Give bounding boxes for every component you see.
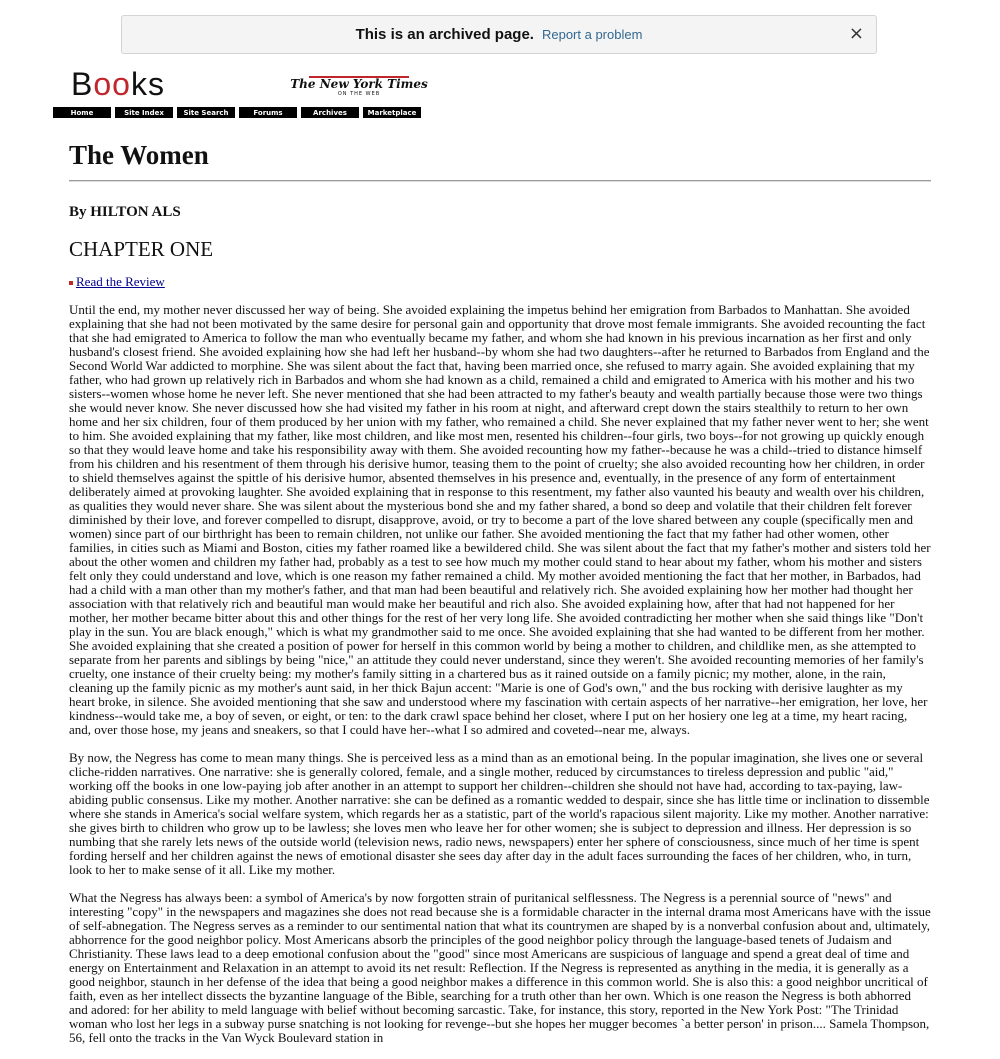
close-icon[interactable]: ×	[848, 23, 864, 44]
nav-site-index-button[interactable]: Site Index	[115, 107, 173, 118]
article	[69, 138, 931, 1059]
nyt-logo[interactable]	[290, 76, 428, 98]
books-logo-ring-2: o	[112, 66, 131, 102]
byline: By HILTON ALS	[69, 204, 181, 220]
nav-bar	[53, 107, 425, 118]
paragraph-2: By now, the Negress has come to mean many things. She is perceived less as a mind than as an emotional being. In the popular imagination, she lives one or several cliche-ridden narratives. One narrative: she is generally colored, female, and a single mother, reduced by circumstances to tireless depression and public "aid," working off the books in one low-paying job after another in an attempt to support her children--children she should not have had, according to tax-paying, law-abiding public consensus. Like my mother. Another narrative: she can be defined as a romantic wedded to despair, since she has little time or inclination to dissemble where she stands in America's social welfare system, which regards her as a statistic, part of the world's rapacious silent majority. Like my mother. Another narrative: she gives birth to children who grow up to be lawless; she loves men who leave her for other women; she is subject to depression and illness. Her depression is so numbing that she rarely lets news of the outside world (television news, radio news, newspapers) enter her sphere of consciousness, since much of her time is spent fording herself and her children against the news of emotional disaster she sees day after day in the adult faces surrounding the faces of her children, who, in turn, look to her to make sense of it all. Like my mother.	[69, 750, 930, 877]
nav-home-button[interactable]: Home	[53, 107, 111, 118]
read-review-link[interactable]: Read the Review	[76, 274, 165, 289]
archived-banner	[121, 15, 877, 54]
nav-forums-button[interactable]: Forums	[239, 107, 297, 118]
books-logo-ring-1: o	[93, 66, 113, 102]
title-divider	[69, 180, 931, 182]
nav-site-search-button[interactable]: Site Search	[177, 107, 235, 118]
books-logo[interactable]	[71, 66, 165, 103]
archived-message: This is an archived page.	[355, 26, 534, 43]
bullet-icon	[69, 281, 73, 285]
books-logo-letter-b: B	[71, 66, 94, 102]
page-title: The Women	[69, 140, 209, 170]
report-problem-link[interactable]: Report a problem	[541, 27, 643, 42]
paragraph-3: What the Negress has always been: a symbol of America's by now forgotten strain of puritanical selflessness. The Negress is a perennial source of "news" and interesting "copy" in the newspapers and magazines she does not read because she is a formidable character in the internal drama most Americans have with the issue of self-abnegation. The Negress serves as a reminder to our sentimental nation that what its countrymen are shaped by is a nonverbal confusion about and, ultimately, abhorrence for the good neighbor policy. Most Americans absorb the principles of the good neighbor policy through the language-based tenets of Judaism and Christianity. These laws lead to a deep emotional confusion about the "good" since most Americans are suspicious of language and spend a great deal of time and energy on Entertainment and Relaxation in an attempt to avoid its net result: Reflection. If the Negress is represented as anything in the media, it is generally as a good neighbor, staunch in her defense of the idea that being a good neighbor makes a difference in this common world. She is also this: a good neighbor uncritical of faith, even as her intellect dissects the byzantine language of the Bible, searching for a truth other than her own. Which is one reason the Negress is both abhorred and adored: for her ability to meld language with belief without becoming sarcastic. Take, for instance, this story, reported in the New York Post: "The Trinidad woman who lost her legs in a subway purse snatching is not looking for revenge--but she hopes her mugger becomes `a better person' in prison.... Samela Thompson, 56, fell onto the tracks in the Van Wyck Boulevard station in	[69, 890, 931, 1045]
paragraph-1: Until the end, my mother never discussed her way of being. She avoided explaining the impetus behind her emigration from Barbados to Manhattan. She avoided explaining that she had not been motivated by the same desire for personal gain and opportunity that drove most female immigrants. She avoided recounting the fact that she had emigrated to America to follow the man who eventually became my father, and whom she had known in his previous incarnation as her first and only husband's closest friend. She avoided explaining how she had left her husband--by whom she had two daughters--after he returned to Barbados from England and the Second World War addicted to morphine. She was silent about the fact that, having been married once, she refused to marry again. She avoided explaining that my father, who had grown up relatively rich in Barbados and whom she had known as a child, remained a child and emigrated to America with his mother and his two sisters--women whose home he never left. She never mentioned that she had been attracted to my father's beauty and wealth partially because those were two things she would never know. She never discussed how she had visited my father in his room at night, and afterward crept down the stairs stealthily to return to her own home and her six children, four of them produced by her union with my father, who remained a child. She never explained that my father never went to her; she went to him. She avoided explaining that my father, like most children, and like most men, resented his children--four girls, two boys--for not growing up quickly enough so that they would leave home and take his responsibility away with them. She avoided recounting how my father--because he was a child--tried to distance himself from his children and his resentment of them through his derisive humor, teasing them to the point of cruelty; she also avoided recounting how her children, in order to shield themselves against the spittle of his derisive humor, absented themselves in his presence and, eventually, in the presence of any form of entertainment deliberately aimed at provoking laughter. She avoided explaining that in response to this resentment, my father also vaunted his beauty and wealth over his children, as qualities they would never share. She was silent about the mysterious bond she and my father shared, a bond so deep and volatile that their children felt forever diminished by their love, and forever compelled to disrupt, disapprove, avoid, or try to become a part of the love shared between any couple (specifically men and women) since part of our birthright has been to remain children, not unlike our father. She avoided mentioning the fact that my father had other women, other families, in cities such as Miami and Boston, cities my father roamed like a bewildered child. She was silent about the fact that my father's mother and sisters told her about the other women and children my father had, probably as a test to see how much my mother could stand to hear about my father, whom his mother and sisters felt only they could understand and love, which is one reason my father remained a child. My mother avoided mentioning the fact that her mother, in Barbados, had had a child with a man other than my mother's father, and that man had been beautiful and relatively rich. She avoided explaining how her mother had thought her association with that relatively rich and beautiful man would make her beautiful and rich also. She avoided explaining how, after that had not happened for her mother, her mother became bitter about this and other things for the rest of her very long life. She avoided contradicting her mother when she said things like "Don't play in the sun. You are black enough," which is what my grandmother said to me once. She avoided explaining that she had wanted to be different from her mother. She avoided explaining that she created a position of power for herself in this common world by being a mother to children, and childlike men, as she attempted to separate from her parents and siblings by being "nice," an attitude they could never understand, since they weren't. She avoided recounting memories of her family's cruelty, one instance of their cruelty being: my mother's family sitting in a chartered bus as it rained outside on a family picnic; my mother, alone, in the rain, cleaning up the family picnic as my mother's aunt said, in her thick Bajun accent: "Marie is one of God's own," and the bus rocking with derisive laughter as my heart broke, in silence. She avoided mentioning that she saw and understood where my fascination with certain aspects of her narrative--her emigration, her love, her kindness--would take me, a boy of seven, or eight, or ten: to the dark crawl space behind her closet, where I put on her hosiery one leg at a time, my heart racing, and, over those hose, my jeans and sneakers, so that I could have her--what I so admired and coveted--near me, always.	[69, 302, 931, 737]
books-logo-letters-ks: ks	[130, 66, 165, 102]
nyt-logo-subtitle: ON THE WEB	[337, 91, 381, 97]
chapter-heading: CHAPTER ONE	[69, 237, 214, 261]
nav-marketplace-button[interactable]: Marketplace	[363, 107, 421, 118]
nyt-logo-name: The New York Times	[290, 77, 428, 91]
review-link-row	[69, 274, 931, 290]
nav-archives-button[interactable]: Archives	[301, 107, 359, 118]
